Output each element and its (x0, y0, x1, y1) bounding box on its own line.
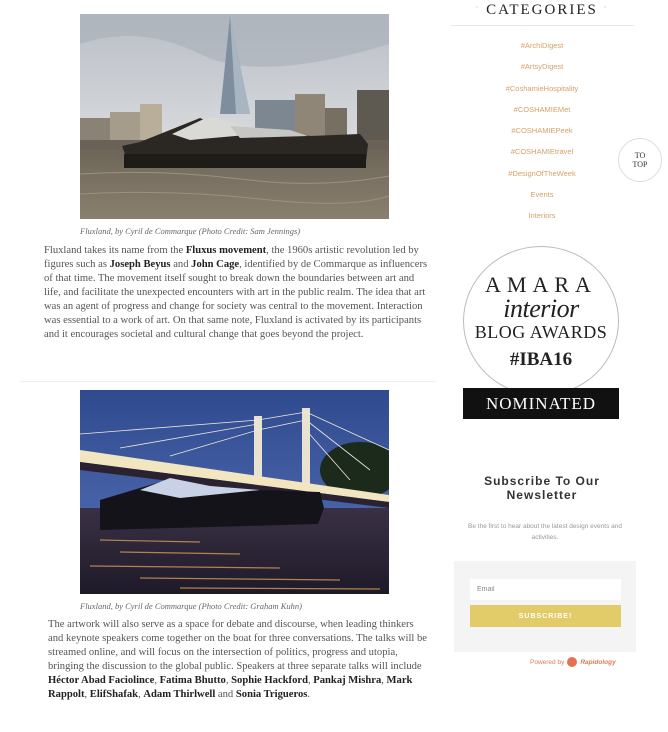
category-item (450, 165, 634, 186)
article-paragraph: The artwork will also serve as a space for debate and discourse, when leading thinkers and keynote speakers come together on the boat for three conversations. The talks will be streamed online, and will focus on the intersection of politics, progress and utopia, bringing the discussion to the global public. Speakers at three separate talks will include Héctor Abad Faciolince, Fatima Bhutto, Sophie Hackford, Pankaj Mishra, Mark Rappolt, ElifShafak, Adam Thirlwell and Sonia Trigueros. (48, 619, 427, 700)
category-item (450, 37, 634, 58)
category-link-interiors[interactable]: Interiors (528, 211, 556, 221)
category-item (450, 122, 634, 143)
photo-caption: Fluxland, by Cyril de Commarque (Photo Credit: Sam Jennings) (80, 226, 301, 236)
photo-caption: Fluxland, by Cyril de Commarque (Photo Credit: Graham Kuhn) (80, 601, 303, 611)
subscribe-button[interactable]: SUBSCRIBE! (470, 605, 621, 627)
section-divider (20, 381, 436, 382)
back-to-top-button[interactable] (618, 138, 662, 182)
article-photo-fluxland-shard (80, 14, 389, 219)
amara-award-badge[interactable] (461, 246, 623, 418)
joseph-beyus-name: Joseph Beyus (109, 259, 171, 270)
award-interior-text: interior (503, 294, 579, 323)
newsletter-description: Be the first to hear about the latest design events and activities. (468, 523, 622, 541)
heading-rule (450, 25, 634, 26)
categories-heading: · CATEGORIES · (475, 2, 609, 18)
category-item (450, 58, 634, 79)
category-item (450, 186, 634, 207)
speaker-name: Sonia Trigueros (235, 689, 308, 700)
ornament-dot: · (475, 2, 481, 12)
category-link-coshamie-met[interactable]: #COSHAMIEMet (513, 104, 571, 114)
newsletter-email-field[interactable] (470, 579, 621, 600)
category-link-archidigest[interactable]: #ArchiDigest (520, 41, 564, 50)
category-item (450, 207, 634, 228)
category-item (450, 101, 634, 122)
fluxus-link[interactable]: Fluxus movement (185, 245, 267, 256)
category-list (450, 37, 634, 229)
award-nominated-banner: NOMINATED (463, 388, 619, 419)
award-blog-awards-text: BLOG AWARDS (474, 322, 608, 342)
article-photo-fluxland-bridge (80, 390, 389, 594)
rapidology-logo-icon (567, 657, 577, 667)
speaker-name: Mark Rappolt (48, 675, 413, 700)
category-link-coshamie-peek[interactable]: #COSHAMIEPeek (511, 126, 573, 136)
powered-by-label: Powered by (530, 658, 565, 666)
speaker-name: ElifShafak (89, 689, 139, 700)
award-amara-text: AMARA (485, 272, 597, 297)
category-link-design-of-the-week[interactable]: #DesignOfTheWeek (508, 168, 576, 178)
ornament-dot: · (603, 2, 609, 12)
category-link-events[interactable]: Events (530, 190, 554, 200)
john-cage-name: John Cage (191, 259, 240, 270)
speaker-name: Héctor Abad Faciolince (48, 675, 155, 686)
category-link-coshamie-travel[interactable]: #COSHAMIEtravel (510, 147, 574, 157)
speaker-name: Pankaj Mishra (313, 675, 382, 686)
speaker-name: Fatima Bhutto (159, 675, 226, 686)
newsletter-title: Subscribe To Our Newsletter (484, 474, 600, 502)
category-link-coshamie-hospitality[interactable]: #CoshamieHospitality (505, 83, 579, 93)
powered-by-brand: Rapidology (580, 658, 616, 666)
speaker-name: Adam Thirlwell (143, 689, 216, 700)
powered-by-badge[interactable] (530, 657, 616, 667)
to-top-label: TO (634, 151, 646, 160)
category-item (450, 143, 634, 164)
to-top-label: TOP (632, 160, 648, 169)
category-item (450, 80, 634, 101)
speaker-name: Sophie Hackford (231, 675, 308, 686)
article-paragraph: Fluxland takes its name from the Fluxus movement, the 1960s artistic revolution led by figures such as Joseph Beyus and John Cage, identified by de Commarque as influencers of that time. The movement itself sought to break down the boundaries between art and life, and facilitate the unexpected encounters with art in the public realm. The idea that art was an agent of progress and change for society was central to the movement. Interaction was essential to a work of art. On that same note, Fluxland is activated by its participants and it encourages societal and cultural change that goes beyond the project. (44, 245, 428, 340)
award-hashtag: #IBA16 (509, 349, 573, 370)
category-link-artsydigest[interactable]: #ArtsyDigest (520, 62, 564, 72)
